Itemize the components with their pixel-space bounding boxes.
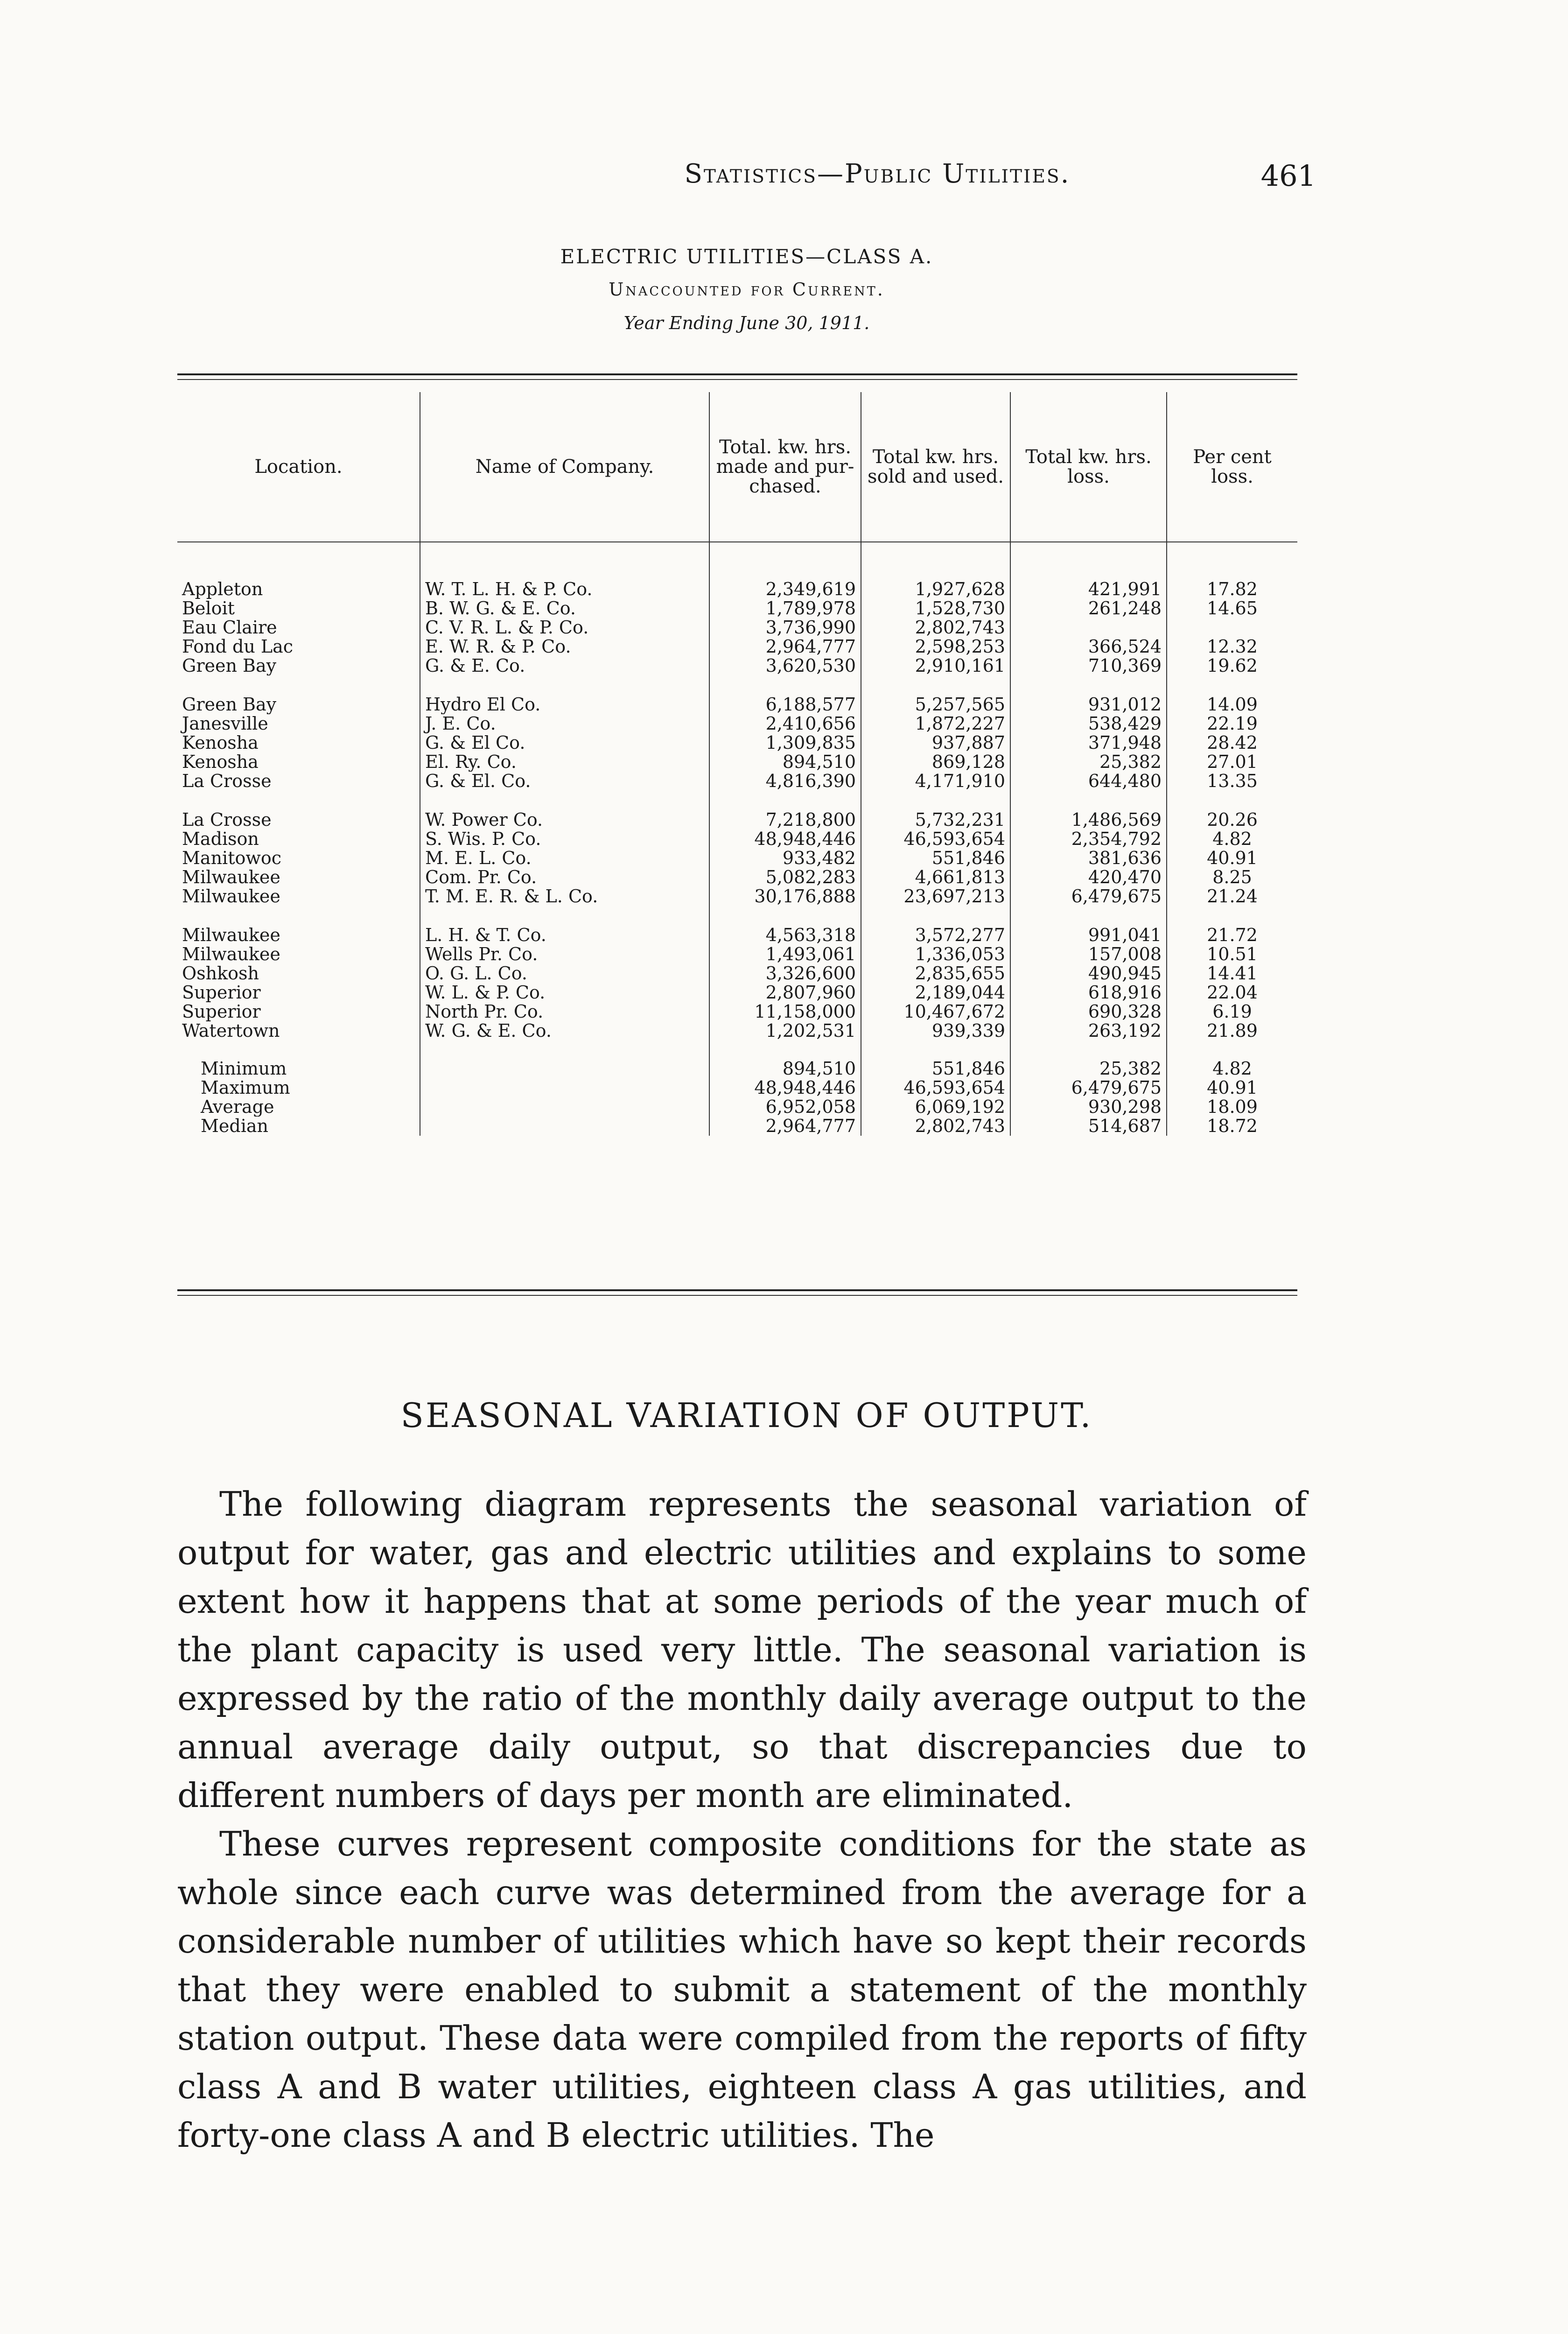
- cell-percent: 10.51: [1207, 945, 1258, 964]
- table-row: [177, 599, 1297, 618]
- summary-label: Average: [177, 1097, 420, 1117]
- cell-sold: 5,732,231: [861, 791, 1010, 830]
- cell-loss: 421,991: [1010, 542, 1167, 599]
- cell-company: B. W. G. & E. Co.: [420, 599, 709, 618]
- table-row: [177, 964, 1297, 983]
- paragraph: These curves represent composite conditions for the state as whole since each curve was determined from the average for a considerable number of utilities which have so kept their records that they were enabled to submit a statement of the monthly station output. These data were compiled from the reports of fifty class A and B water utilities, eighteen class A gas utilities, and forty-one class A and B electric utilities. The: [177, 1824, 1307, 2155]
- cell-percent: [1167, 618, 1297, 637]
- cell-sold: 1,927,628: [861, 542, 1010, 599]
- cell-location: La Crosse: [177, 772, 420, 791]
- cell-percent: 14.09: [1207, 694, 1258, 714]
- summary-percent: 40.91: [1207, 1078, 1258, 1097]
- summary-label: Minimum: [177, 1040, 420, 1078]
- summary-sold: 6,069,192: [861, 1097, 1010, 1117]
- cell-sold: 23,697,213: [861, 887, 1010, 906]
- cell-location: Milwaukee: [177, 945, 420, 964]
- cell-percent: 14.41: [1207, 964, 1258, 983]
- cell-location: Milwaukee: [177, 887, 420, 906]
- cell-made: 5,082,283: [709, 868, 861, 887]
- table-top-rule-inner: [177, 379, 1297, 380]
- table-row: [177, 1021, 1297, 1040]
- cell-made: 2,410,656: [709, 714, 861, 733]
- summary-row: [177, 1097, 1297, 1117]
- cell-company: W. T. L. H. & P. Co.: [420, 542, 709, 599]
- cell-location: Superior: [177, 983, 420, 1002]
- col-header-loss: Total kw. hrs. loss.: [1010, 392, 1167, 542]
- cell-company: W. Power Co.: [420, 791, 709, 830]
- cell-sold: 5,257,565: [861, 675, 1010, 714]
- cell-made: 933,482: [709, 849, 861, 868]
- cell-percent: 21.24: [1207, 887, 1258, 906]
- cell-percent: 27.01: [1207, 752, 1258, 772]
- table-row: [177, 752, 1297, 772]
- cell-company: O. G. L. Co.: [420, 964, 709, 983]
- cell-loss: 931,012: [1010, 675, 1167, 714]
- col-header-sold: Total kw. hrs. sold and used.: [861, 392, 1010, 542]
- cell-percent: 13.35: [1207, 772, 1258, 791]
- cell-location: Kenosha: [177, 733, 420, 752]
- cell-location: Fond du Lac: [177, 637, 420, 656]
- cell-company: G. & El Co.: [420, 733, 709, 752]
- cell-company: Com. Pr. Co.: [420, 868, 709, 887]
- cell-loss: [1010, 618, 1167, 637]
- cell-made: 3,620,530: [709, 656, 861, 675]
- paragraph: The following diagram represents the seasonal variation of output for water, gas and electric utilities and explains to some extent how it happens that at some periods of the year much of the plant capacity is used very little. The seasonal variation is expressed by the ratio of the monthly daily average output to the annual average daily output, so that discrepancies due to different numbers of days per month are eliminated.: [177, 1484, 1307, 1815]
- cell-location: Superior: [177, 1002, 420, 1021]
- cell-loss: 25,382: [1010, 752, 1167, 772]
- cell-loss: 261,248: [1010, 599, 1167, 618]
- cell-location: Green Bay: [177, 656, 420, 675]
- summary-label: Maximum: [177, 1078, 420, 1097]
- summary-sold: 551,846: [861, 1040, 1010, 1078]
- summary-row: [177, 1078, 1297, 1097]
- cell-percent: 8.25: [1212, 868, 1252, 887]
- cell-company: Hydro El Co.: [420, 675, 709, 714]
- cell-location: Beloit: [177, 599, 420, 618]
- table-title: ELECTRIC UTILITIES—CLASS A.: [560, 245, 933, 268]
- table-row: [177, 733, 1297, 752]
- cell-made: 1,309,835: [709, 733, 861, 752]
- table-bottom-rule-inner: [177, 1295, 1297, 1296]
- cell-sold: 869,128: [861, 752, 1010, 772]
- cell-loss: 2,354,792: [1010, 830, 1167, 849]
- cell-sold: 2,910,161: [861, 656, 1010, 675]
- cell-sold: 2,598,253: [861, 637, 1010, 656]
- cell-percent: 4.82: [1212, 830, 1252, 849]
- cell-location: Eau Claire: [177, 618, 420, 637]
- cell-made: 894,510: [709, 752, 861, 772]
- summary-percent: 4.82: [1212, 1058, 1252, 1078]
- summary-loss: 6,479,675: [1010, 1078, 1167, 1097]
- cell-loss: 710,369: [1010, 656, 1167, 675]
- running-title: Statistics—Public Utilities.: [684, 159, 1071, 189]
- cell-loss: 690,328: [1010, 1002, 1167, 1021]
- body-text: [177, 1480, 1307, 2159]
- cell-location: Appleton: [177, 542, 420, 599]
- cell-location: Green Bay: [177, 675, 420, 714]
- table-row: [177, 656, 1297, 675]
- cell-made: 1,202,531: [709, 1021, 861, 1040]
- table-row: [177, 849, 1297, 868]
- cell-location: Watertown: [177, 1021, 420, 1040]
- cell-made: 48,948,446: [709, 830, 861, 849]
- table-top-rule: [177, 373, 1297, 375]
- table-bottom-rule: [177, 1289, 1297, 1291]
- summary-loss: 25,382: [1010, 1040, 1167, 1078]
- cell-company: G. & El. Co.: [420, 772, 709, 791]
- cell-loss: 263,192: [1010, 1021, 1167, 1040]
- col-header-percent: Per cent loss.: [1167, 392, 1297, 542]
- cell-loss: 6,479,675: [1010, 887, 1167, 906]
- cell-sold: 2,835,655: [861, 964, 1010, 983]
- cell-made: 2,349,619: [709, 542, 861, 599]
- cell-loss: 371,948: [1010, 733, 1167, 752]
- cell-company: J. E. Co.: [420, 714, 709, 733]
- cell-sold: 3,572,277: [861, 906, 1010, 945]
- summary-made: 48,948,446: [709, 1078, 861, 1097]
- cell-sold: 937,887: [861, 733, 1010, 752]
- summary-sold: 46,593,654: [861, 1078, 1010, 1097]
- table-row: [177, 945, 1297, 964]
- cell-sold: 4,171,910: [861, 772, 1010, 791]
- cell-company: W. G. & E. Co.: [420, 1021, 709, 1040]
- col-header-made: Total. kw. hrs. made and pur-chased.: [709, 392, 861, 542]
- cell-location: Kenosha: [177, 752, 420, 772]
- cell-made: 1,493,061: [709, 945, 861, 964]
- cell-made: 6,188,577: [709, 675, 861, 714]
- cell-made: 1,789,978: [709, 599, 861, 618]
- cell-made: 4,563,318: [709, 906, 861, 945]
- cell-sold: 551,846: [861, 849, 1010, 868]
- cell-made: 2,964,777: [709, 637, 861, 656]
- cell-location: La Crosse: [177, 791, 420, 830]
- cell-company: Wells Pr. Co.: [420, 945, 709, 964]
- cell-location: Madison: [177, 830, 420, 849]
- table-header-row: [177, 392, 1297, 542]
- summary-made: 2,964,777: [709, 1117, 861, 1136]
- cell-company: S. Wis. P. Co.: [420, 830, 709, 849]
- cell-sold: 1,872,227: [861, 714, 1010, 733]
- cell-location: Manitowoc: [177, 849, 420, 868]
- cell-loss: 538,429: [1010, 714, 1167, 733]
- table-row: [177, 637, 1297, 656]
- table-row: [177, 714, 1297, 733]
- cell-loss: 644,480: [1010, 772, 1167, 791]
- cell-made: 2,807,960: [709, 983, 861, 1002]
- table-row: [177, 675, 1297, 714]
- cell-location: Janesville: [177, 714, 420, 733]
- table-row: [177, 887, 1297, 906]
- table-row: [177, 618, 1297, 637]
- table-subtitle: Unaccounted for Current.: [609, 279, 885, 300]
- cell-sold: 2,189,044: [861, 983, 1010, 1002]
- cell-loss: 420,470: [1010, 868, 1167, 887]
- cell-made: 30,176,888: [709, 887, 861, 906]
- cell-loss: 618,916: [1010, 983, 1167, 1002]
- table-row: [177, 868, 1297, 887]
- summary-percent: 18.72: [1207, 1117, 1258, 1136]
- running-header: [177, 159, 1316, 201]
- table-row: [177, 983, 1297, 1002]
- cell-percent: 14.65: [1207, 599, 1258, 618]
- cell-made: 4,816,390: [709, 772, 861, 791]
- summary-made: 894,510: [709, 1040, 861, 1078]
- summary-blank: [420, 1117, 709, 1136]
- cell-company: North Pr. Co.: [420, 1002, 709, 1021]
- summary-made: 6,952,058: [709, 1097, 861, 1117]
- cell-sold: 1,528,730: [861, 599, 1010, 618]
- cell-sold: 2,802,743: [861, 618, 1010, 637]
- cell-loss: 490,945: [1010, 964, 1167, 983]
- cell-percent: 6.19: [1212, 1002, 1252, 1021]
- cell-percent: 28.42: [1207, 733, 1258, 752]
- cell-percent: 19.62: [1207, 656, 1258, 675]
- cell-sold: 46,593,654: [861, 830, 1010, 849]
- summary-blank: [420, 1097, 709, 1117]
- summary-blank: [420, 1078, 709, 1097]
- cell-made: 11,158,000: [709, 1002, 861, 1021]
- cell-company: L. H. & T. Co.: [420, 906, 709, 945]
- cell-company: T. M. E. R. & L. Co.: [420, 887, 709, 906]
- cell-company: W. L. & P. Co.: [420, 983, 709, 1002]
- cell-location: Oshkosh: [177, 964, 420, 983]
- summary-percent: 18.09: [1207, 1097, 1258, 1117]
- page-number: 461: [1260, 159, 1316, 193]
- cell-sold: 4,661,813: [861, 868, 1010, 887]
- cell-sold: 1,336,053: [861, 945, 1010, 964]
- cell-percent: 17.82: [1207, 579, 1258, 599]
- cell-company: G. & E. Co.: [420, 656, 709, 675]
- section-heading: SEASONAL VARIATION OF OUTPUT.: [400, 1396, 1093, 1435]
- table-row: [177, 542, 1297, 599]
- summary-loss: 514,687: [1010, 1117, 1167, 1136]
- cell-company: M. E. L. Co.: [420, 849, 709, 868]
- cell-made: 3,326,600: [709, 964, 861, 983]
- cell-loss: 991,041: [1010, 906, 1167, 945]
- table-row: [177, 830, 1297, 849]
- cell-company: El. Ry. Co.: [420, 752, 709, 772]
- table-period: Year Ending June 30, 1911.: [623, 313, 870, 333]
- cell-percent: 20.26: [1207, 809, 1258, 830]
- cell-percent: 12.32: [1207, 637, 1258, 656]
- cell-company: C. V. R. L. & P. Co.: [420, 618, 709, 637]
- summary-loss: 930,298: [1010, 1097, 1167, 1117]
- cell-sold: 10,467,672: [861, 1002, 1010, 1021]
- cell-percent: 40.91: [1207, 849, 1258, 868]
- summary-label: Median: [177, 1117, 420, 1136]
- cell-sold: 939,339: [861, 1021, 1010, 1040]
- cell-percent: 21.72: [1207, 925, 1258, 945]
- table-row: [177, 906, 1297, 945]
- table-row: [177, 772, 1297, 791]
- summary-row: [177, 1117, 1297, 1136]
- cell-made: 3,736,990: [709, 618, 861, 637]
- cell-made: 7,218,800: [709, 791, 861, 830]
- cell-loss: 1,486,569: [1010, 791, 1167, 830]
- col-header-location: Location.: [177, 392, 420, 542]
- cell-loss: 381,636: [1010, 849, 1167, 868]
- cell-loss: 366,524: [1010, 637, 1167, 656]
- cell-location: Milwaukee: [177, 906, 420, 945]
- cell-percent: 21.89: [1207, 1021, 1258, 1040]
- cell-percent: 22.04: [1207, 983, 1258, 1002]
- cell-location: Milwaukee: [177, 868, 420, 887]
- summary-sold: 2,802,743: [861, 1117, 1010, 1136]
- cell-percent: 22.19: [1207, 714, 1258, 733]
- col-header-company: Name of Company.: [420, 392, 709, 542]
- cell-loss: 157,008: [1010, 945, 1167, 964]
- cell-company: E. W. R. & P. Co.: [420, 637, 709, 656]
- table-row: [177, 1002, 1297, 1021]
- summary-blank: [420, 1040, 709, 1078]
- summary-row: [177, 1040, 1297, 1078]
- utilities-table: [177, 392, 1297, 1136]
- table-row: [177, 791, 1297, 830]
